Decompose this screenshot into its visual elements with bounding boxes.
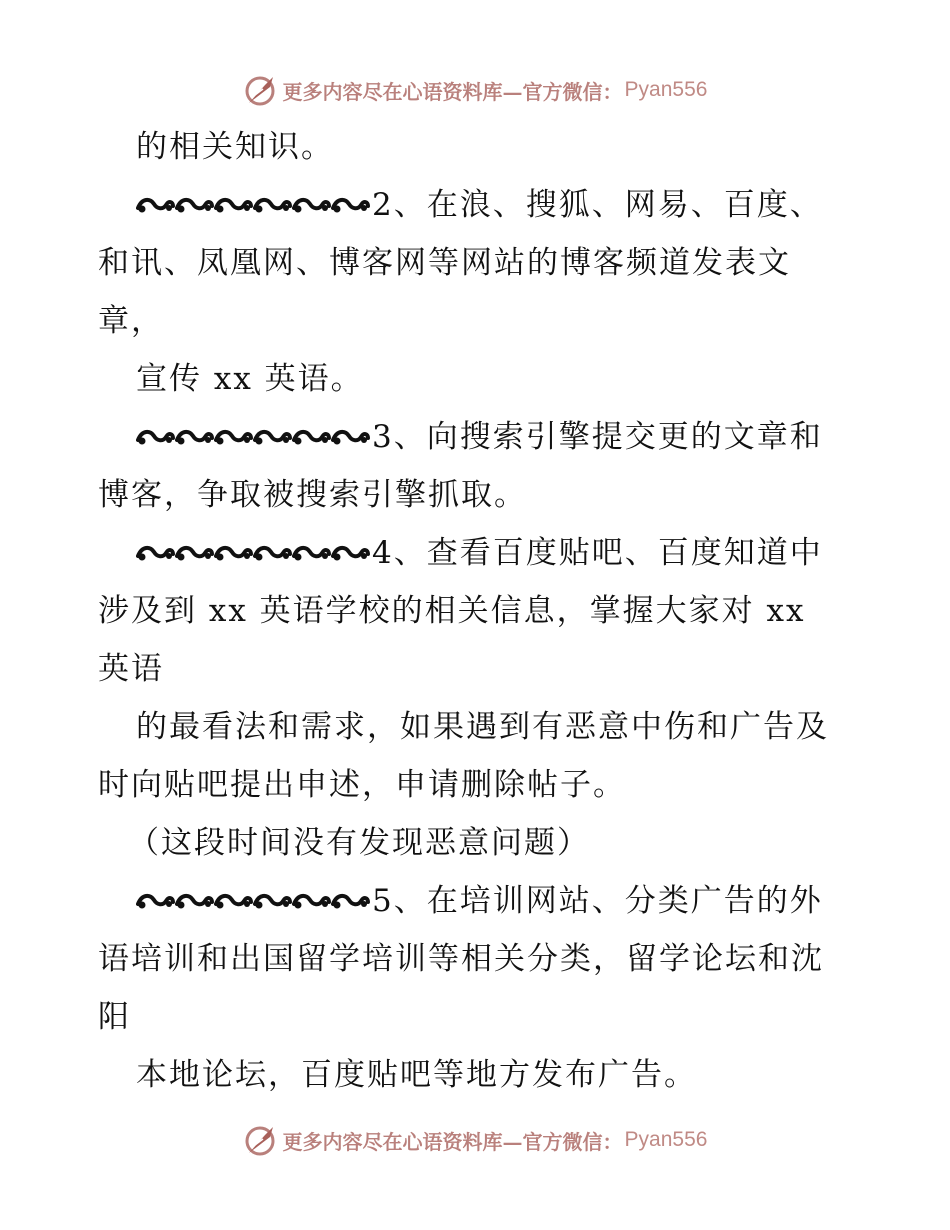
- text-line: [98, 930, 858, 988]
- text-line-content: 4、查看百度贴吧、百度知道中: [372, 535, 823, 571]
- watermark-text: 更多内容尽在心语资料库—官方微信：: [282, 1129, 623, 1154]
- text-line-content: 和讯、凤凰网、博客网等网站的博客频道发表文: [98, 245, 791, 281]
- text-line: [98, 350, 858, 408]
- text-line: [98, 640, 858, 698]
- text-line: [98, 466, 858, 524]
- text-line-content: 阳: [98, 999, 131, 1035]
- text-line: [98, 872, 858, 930]
- text-line: [98, 292, 858, 350]
- text-line-content: 涉及到 xx 英语学校的相关信息，掌握大家对 xx: [98, 593, 806, 629]
- text-line-content: 英语: [98, 651, 164, 687]
- text-line-content: 的相关知识。: [136, 129, 334, 165]
- footer-watermark: [0, 1123, 950, 1157]
- watermark-wechat-id: Pyan556: [624, 78, 708, 101]
- text-line-content: 博客，争取被搜索引擎抓取。: [98, 477, 527, 513]
- text-line: [98, 1046, 858, 1104]
- text-line: [98, 234, 858, 292]
- scroll-ornament-icon: [136, 890, 370, 912]
- text-line-content: 章，: [98, 303, 164, 339]
- text-line-content: 语培训和出国留学培训等相关分类，留学论坛和沈: [98, 941, 824, 977]
- scroll-ornament-icon: [136, 426, 370, 448]
- text-line: [98, 582, 858, 640]
- text-line-content: 宣传 xx 英语。: [136, 361, 364, 397]
- document-body: [98, 118, 858, 1104]
- scroll-ornament-icon: [136, 542, 370, 564]
- text-line: [98, 756, 858, 814]
- text-line-content: 3、向搜索引擎提交更的文章和: [372, 419, 823, 455]
- text-line-content: 本地论坛，百度贴吧等地方发布广告。: [136, 1057, 697, 1093]
- text-line: [98, 118, 858, 176]
- scroll-ornament-icon: [136, 194, 370, 216]
- text-line-content: 5、在培训网站、分类广告的外: [372, 883, 823, 919]
- text-line: [98, 408, 858, 466]
- text-line: [98, 524, 858, 582]
- quill-circle-logo-icon: [243, 73, 279, 107]
- text-line: [98, 176, 858, 234]
- quill-circle-logo-icon: [243, 1123, 279, 1157]
- text-line: [98, 988, 858, 1046]
- text-line: [98, 698, 858, 756]
- text-line: [98, 814, 858, 872]
- header-watermark: [0, 73, 950, 107]
- watermark-wechat-id: Pyan556: [624, 1128, 708, 1151]
- text-line-content: 时向贴吧提出申述，申请删除帖子。: [98, 767, 626, 803]
- text-line-content: 的最看法和需求，如果遇到有恶意中伤和广告及: [136, 709, 829, 745]
- watermark-text: 更多内容尽在心语资料库—官方微信：: [282, 79, 623, 104]
- text-line-content: 2、在浪、搜狐、网易、百度、: [372, 187, 823, 223]
- text-line-content: （这段时间没有发现恶意问题）: [128, 825, 590, 861]
